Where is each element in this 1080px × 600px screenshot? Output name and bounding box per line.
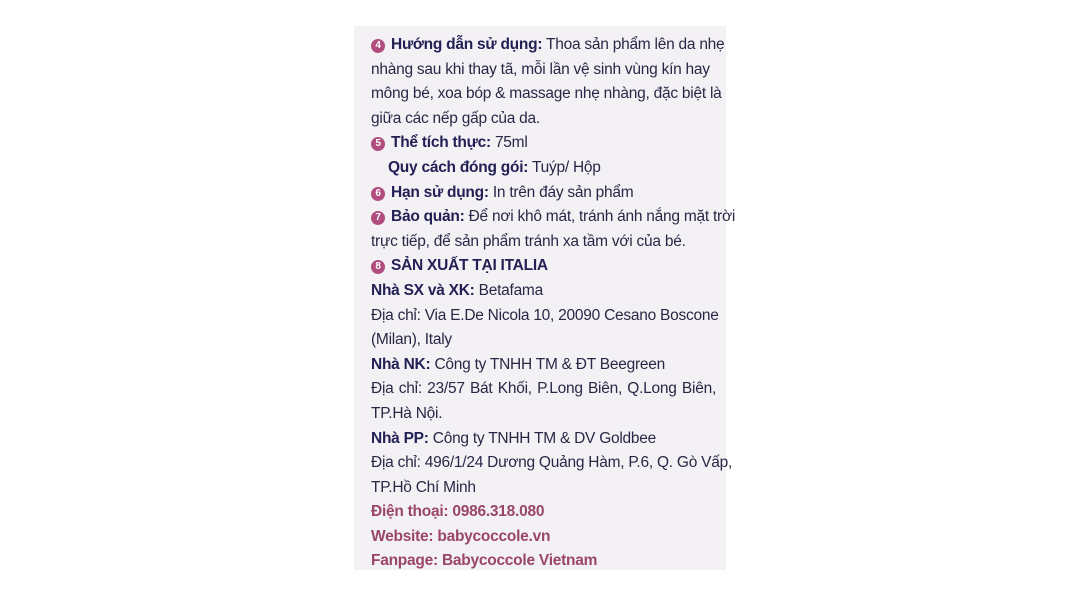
manufacturer-address-1: Địa chỉ: Via E.De Nicola 10, 20090 Cesano Boscone xyxy=(371,306,719,324)
packaging-row xyxy=(371,156,716,181)
importer-row xyxy=(371,353,716,378)
volume-row xyxy=(371,131,716,156)
phone-line: Điện thoại: 0986.318.080 xyxy=(371,503,545,521)
storage-line-2: trực tiếp, để sản phẩm tránh xa tầm với của bé. xyxy=(371,232,686,250)
distributor-address-1: Địa chỉ: 496/1/24 Dương Quảng Hàm, P.6, Q. Gò Vấp, xyxy=(371,454,733,472)
step-7-badge: 7 xyxy=(371,211,385,225)
importer-label: Nhà NK: xyxy=(371,355,431,373)
storage-row xyxy=(371,205,736,230)
step-4-badge: 4 xyxy=(371,39,385,53)
website-line: Website: babycoccole.vn xyxy=(371,527,551,545)
step-8-badge: 8 xyxy=(371,260,385,274)
step-6-badge: 6 xyxy=(371,187,385,201)
manufacturer-name: Betafama xyxy=(478,281,543,299)
importer-address-1: Địa chỉ: 23/57 Bát Khối, P.Long Biên, Q.Long Biên, xyxy=(371,380,716,398)
volume-label: Thể tích thực: xyxy=(391,134,491,152)
usage-line-2: nhàng sau khi thay tã, mỗi lần vệ sinh vùng kín hay xyxy=(371,60,710,78)
usage-line-4: giữa các nếp gấp của da. xyxy=(371,109,540,127)
manufacturer-address-2: (Milan), Italy xyxy=(371,331,452,349)
expiry-text: In trên đáy sản phẩm xyxy=(492,183,634,201)
usage-row xyxy=(371,33,725,58)
expiry-label: Hạn sử dụng: xyxy=(391,183,489,201)
importer-address-2: TP.Hà Nội. xyxy=(371,404,443,422)
distributor-name: Công ty TNHH TM & DV Goldbee xyxy=(432,429,657,447)
importer-name: Công ty TNHH TM & ĐT Beegreen xyxy=(434,355,665,373)
storage-text: Để nơi khô mát, tránh ánh nắng mặt trời xyxy=(468,208,736,226)
manufacturer-row xyxy=(371,279,716,304)
origin-row xyxy=(371,254,716,279)
usage-label: Hướng dẫn sử dụng: xyxy=(391,36,543,53)
origin-label: SẢN XUẤT TẠI ITALIA xyxy=(391,257,548,275)
volume-text: 75ml xyxy=(494,134,528,152)
fanpage-line: Fanpage: Babycoccole Vietnam xyxy=(371,552,598,570)
step-5-badge: 5 xyxy=(371,137,385,151)
expiry-row xyxy=(371,181,716,206)
distributor-address-2: TP.Hồ Chí Minh xyxy=(371,478,476,496)
packaging-label: Quy cách đóng gói: xyxy=(388,158,529,176)
distributor-row xyxy=(371,427,716,452)
product-label-panel xyxy=(354,26,736,570)
manufacturer-label: Nhà SX và XK: xyxy=(371,281,475,299)
usage-text: Thoa sản phẩm lên da nhẹ xyxy=(546,36,725,53)
packaging-text: Tuýp/ Hộp xyxy=(531,158,601,176)
distributor-label: Nhà PP: xyxy=(371,429,429,447)
storage-label: Bảo quản: xyxy=(391,208,465,226)
usage-line-3: mông bé, xoa bóp & massage nhẹ nhàng, đặc biệt là xyxy=(371,85,722,103)
